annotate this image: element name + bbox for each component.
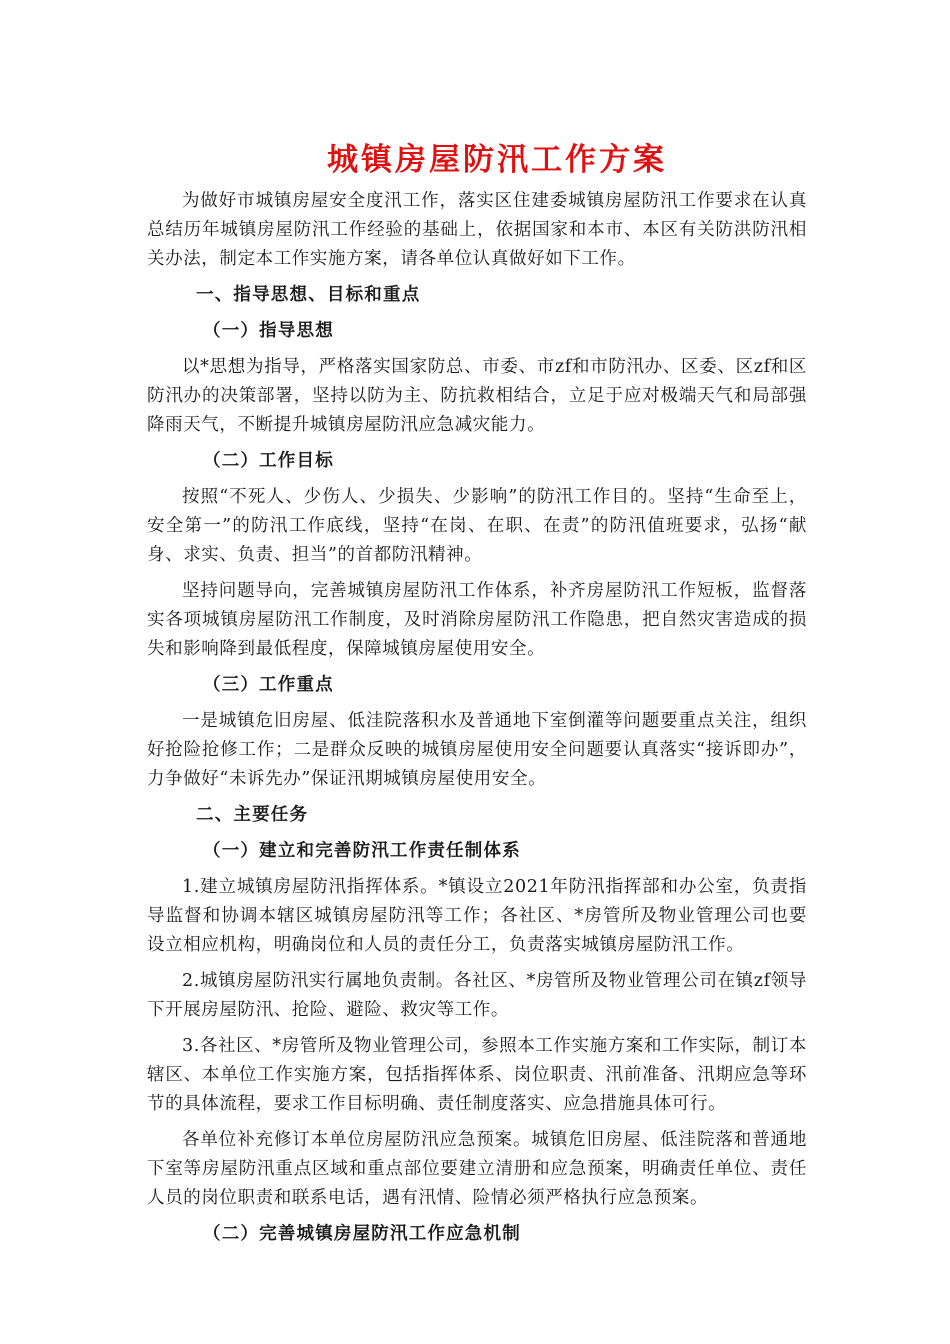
paragraph: 各单位补充修订本单位房屋防汛应急预案。城镇危旧房屋、低洼院落和普通地下室等房屋防汛重点区域和重点部位要建立清册和应急预案，明确责任单位、责任人员的岗位职责和联系电话，遇有汛情、险情必须严格执行应急预案。	[147, 1130, 807, 1208]
paragraph: 以*思想为指导，严格落实国家防总、市委、市zf和市防汛办、区委、区zf和区防汛办的决策部署，坚持以防为主、防抗救相结合，立足于应对极端天气和局部强降雨天气，不断提升城镇房屋防汛应急减灾能力。	[147, 357, 807, 435]
document-page	[147, 135, 807, 1256]
intro-paragraph: 为做好市城镇房屋安全度汛工作，落实区住建委城镇房屋防汛工作要求在认真总结历年城镇房屋防汛工作经验的基础上，依据国家和本市、本区有关防洪防汛相关办法，制定本工作实施方案，请各单位认真做好如下工作。	[147, 191, 807, 269]
subsection-heading-work-goals: （二）工作目标	[203, 451, 334, 471]
paragraph: 坚持问题导向，完善城镇房屋防汛工作体系，补齐房屋防汛工作短板，监督落实各项城镇房屋防汛工作制度，及时消除房屋防汛工作隐患，把自然灾害造成的损失和影响降到最低程度，保障城镇房屋使用安全。	[147, 581, 807, 659]
section-heading-guidance: 一、指导思想、目标和重点	[196, 285, 421, 305]
paragraph: 按照“不死人、少伤人、少损失、少影响”的防汛工作目的。坚持“生命至上，安全第一”的防汛工作底线，坚持“在岗、在职、在责”的防汛值班要求，弘扬“献身、求实、负责、担当”的首都防汛精神。	[147, 487, 807, 565]
subsection-heading-guiding-thought: （一）指导思想	[203, 321, 334, 341]
subsection-heading-work-focus: （三）工作重点	[203, 675, 334, 695]
document-title: 城镇房屋防汛工作方案	[327, 142, 667, 178]
paragraph: 1.建立城镇房屋防汛指挥体系。*镇设立2021年防汛指挥部和办公室，负责指导监督和协调本辖区城镇房屋防汛等工作；各社区、*房管所及物业管理公司也要设立相应机构，明确岗位和人员的责任分工，负责落实城镇房屋防汛工作。	[147, 877, 807, 955]
paragraph: 一是城镇危旧房屋、低洼院落积水及普通地下室倒灌等问题要重点关注，组织好抢险抢修工作；二是群众反映的城镇房屋使用安全问题要认真落实“接诉即办”，力争做好“未诉先办”保证汛期城镇房屋使用安全。	[147, 711, 807, 789]
paragraph: 2.城镇房屋防汛实行属地负责制。各社区、*房管所及物业管理公司在镇zf领导下开展房屋防汛、抢险、避险、救灾等工作。	[147, 971, 807, 1020]
paragraph: 3.各社区、*房管所及物业管理公司，参照本工作实施方案和工作实际，制订本辖区、本单位工作实施方案，包括指挥体系、岗位职责、汛前准备、汛期应急等环节的具体流程，要求工作目标明确、责任制度落实、应急措施具体可行。	[147, 1036, 807, 1114]
subsection-heading-emergency-mechanism: （二）完善城镇房屋防汛工作应急机制	[203, 1224, 521, 1244]
subsection-heading-responsibility-system: （一）建立和完善防汛工作责任制体系	[203, 841, 521, 861]
section-heading-main-tasks: 二、主要任务	[196, 805, 309, 825]
